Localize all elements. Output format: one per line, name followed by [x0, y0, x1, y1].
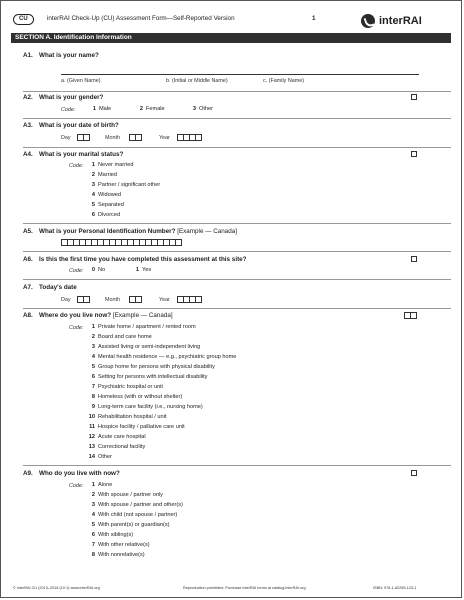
gender-option: 2 Female: [139, 106, 165, 112]
year-label: Year: [159, 297, 170, 303]
today-month-input[interactable]: [129, 296, 141, 303]
question-text: Where do you live now?: [39, 312, 112, 319]
marital-option: 4 Widowed: [91, 192, 122, 198]
living-option: 6 With sibling(s): [91, 532, 134, 538]
marital-option: 5 Separated: [91, 202, 124, 208]
living-option: 3 With spouse / partner and other(s): [91, 502, 183, 508]
question-number: A6.: [23, 256, 33, 263]
residence-option: 7 Psychiatric hospital or unit: [91, 384, 163, 390]
residence-option: 1 Private home / apartment / rented room: [91, 324, 196, 330]
middle-name-label: b. (Initial or Middle Name): [166, 78, 228, 84]
footer-copyright: © interRAI CU (2013–2018 (10.1) www.interRAI.org: [13, 586, 100, 590]
form-title: interRAI Check-Up (CU) Assessment Form—Self-Reported Version: [47, 15, 235, 22]
gender-option: 1 Male: [92, 106, 112, 112]
first-time-option: 0 No: [91, 267, 106, 273]
question-text: What is your name?: [39, 52, 99, 59]
given-name-label: a. (Given Name): [61, 78, 101, 84]
question-hint: [Example — Canada]: [177, 228, 238, 235]
residence-option: 2 Board and care home: [91, 334, 152, 340]
day-label: Day: [61, 135, 71, 141]
month-label: Month: [105, 135, 120, 141]
question-text: What is your Personal Identification Number?: [39, 228, 176, 235]
marital-option: 1 Never married: [91, 162, 134, 168]
question-a9: [23, 470, 120, 477]
question-a5: [23, 228, 237, 235]
first-time-answer-box[interactable]: [411, 256, 417, 262]
divider: [23, 465, 451, 466]
question-a8: [23, 312, 173, 319]
divider: [23, 308, 451, 309]
question-number: A7.: [23, 284, 33, 291]
living-option: 2 With spouse / partner only: [91, 492, 163, 498]
divider: [23, 118, 451, 119]
question-text: What is your marital status?: [39, 151, 124, 158]
marital-option: 6 Divorced: [91, 212, 121, 218]
section-title: SECTION A. Identification Information: [11, 33, 451, 43]
marital-option: 2 Married: [91, 172, 117, 178]
question-number: A4.: [23, 151, 33, 158]
question-number: A5.: [23, 228, 33, 235]
residence-option: 14 Other: [88, 454, 112, 460]
living-option: 5 With parent(s) or guardian(s): [91, 522, 170, 528]
year-label: Year: [159, 135, 170, 141]
footer-notice: Reproduction prohibited. Purchase interRAI forms at catalog.interRAI.org: [183, 586, 306, 590]
interrai-logo: [361, 11, 422, 31]
living-option: 1 Alone: [91, 482, 113, 488]
question-number: A2.: [23, 94, 33, 101]
residence-option: 4 Mental health residence — e.g., psychiatric group home: [91, 354, 237, 360]
question-a2: [23, 94, 103, 101]
living-option: 4 With child (not spouse / partner): [91, 512, 178, 518]
gender-answer-box[interactable]: [411, 94, 417, 100]
question-number: A3.: [23, 122, 33, 129]
birth-day-input[interactable]: [77, 134, 89, 141]
personal-id-input[interactable]: [61, 239, 181, 246]
marital-status-answer-box[interactable]: [411, 151, 417, 157]
residence-option: 11 Hospice facility / palliative care unit: [89, 424, 185, 430]
living-option: 7 With other relative(s): [91, 542, 150, 548]
page-number: 1: [312, 15, 316, 22]
residence-option: 5 Group home for persons with physical disability: [91, 364, 215, 370]
family-name-label: c. (Family Name): [263, 78, 305, 84]
form-code-badge: CU: [13, 14, 34, 25]
divider: [23, 91, 451, 92]
code-label: Code:: [69, 163, 84, 169]
divider: [23, 251, 451, 252]
question-a3: [23, 122, 119, 129]
question-text: Today's date: [39, 284, 77, 291]
question-text: Is this the first time you have completed this assessment at this site?: [39, 256, 247, 263]
question-a7: [23, 284, 77, 291]
divider: [23, 279, 451, 280]
gender-option: 3 Other: [192, 106, 213, 112]
question-a1: [23, 52, 99, 59]
divider: [23, 223, 451, 224]
today-year-input[interactable]: [177, 296, 201, 303]
marital-option: 3 Partner / significant other: [91, 182, 161, 188]
code-label: Code:: [69, 325, 84, 331]
name-input-line[interactable]: [61, 74, 419, 75]
question-text: Who do you live with now?: [39, 470, 120, 477]
residence-option: 10 Rehabilitation hospital / unit: [88, 414, 167, 420]
birth-year-input[interactable]: [177, 134, 201, 141]
question-number: A9.: [23, 470, 33, 477]
code-label: Code:: [69, 268, 84, 274]
logo-text: interRAI: [379, 15, 422, 27]
residence-option: 6 Setting for persons with intellectual disability: [91, 374, 208, 380]
code-label: Code:: [61, 107, 76, 113]
interrai-logo-icon: [361, 14, 375, 28]
today-day-input[interactable]: [77, 296, 89, 303]
birth-month-input[interactable]: [129, 134, 141, 141]
question-a4: [23, 151, 123, 158]
question-hint: [Example — Canada]: [112, 312, 173, 319]
residence-option: 3 Assisted living or semi-independent living: [91, 344, 201, 350]
residence-option: 12 Acute care hospital: [88, 434, 146, 440]
question-text: What is your date of birth?: [39, 122, 119, 129]
divider: [23, 147, 451, 148]
residence-option: 8 Homeless (with or without shelter): [91, 394, 183, 400]
day-label: Day: [61, 297, 71, 303]
residence-answer-box[interactable]: [404, 312, 416, 319]
question-text: What is your gender?: [39, 94, 104, 101]
question-a6: [23, 256, 247, 263]
residence-option: 9 Long-term care facility (i.e., nursing home): [91, 404, 203, 410]
question-number: A1.: [23, 52, 33, 59]
code-label: Code:: [69, 483, 84, 489]
residence-option: 13 Correctional facility: [88, 444, 146, 450]
first-time-option: 1 Yes: [135, 267, 152, 273]
living-arrangement-answer-box[interactable]: [411, 470, 417, 476]
month-label: Month: [105, 297, 120, 303]
form-header: [11, 11, 451, 33]
footer-isbn: ISBN: 978-1-62255-123-1: [373, 586, 417, 590]
question-number: A8.: [23, 312, 33, 319]
living-option: 8 With nonrelative(s): [91, 552, 145, 558]
